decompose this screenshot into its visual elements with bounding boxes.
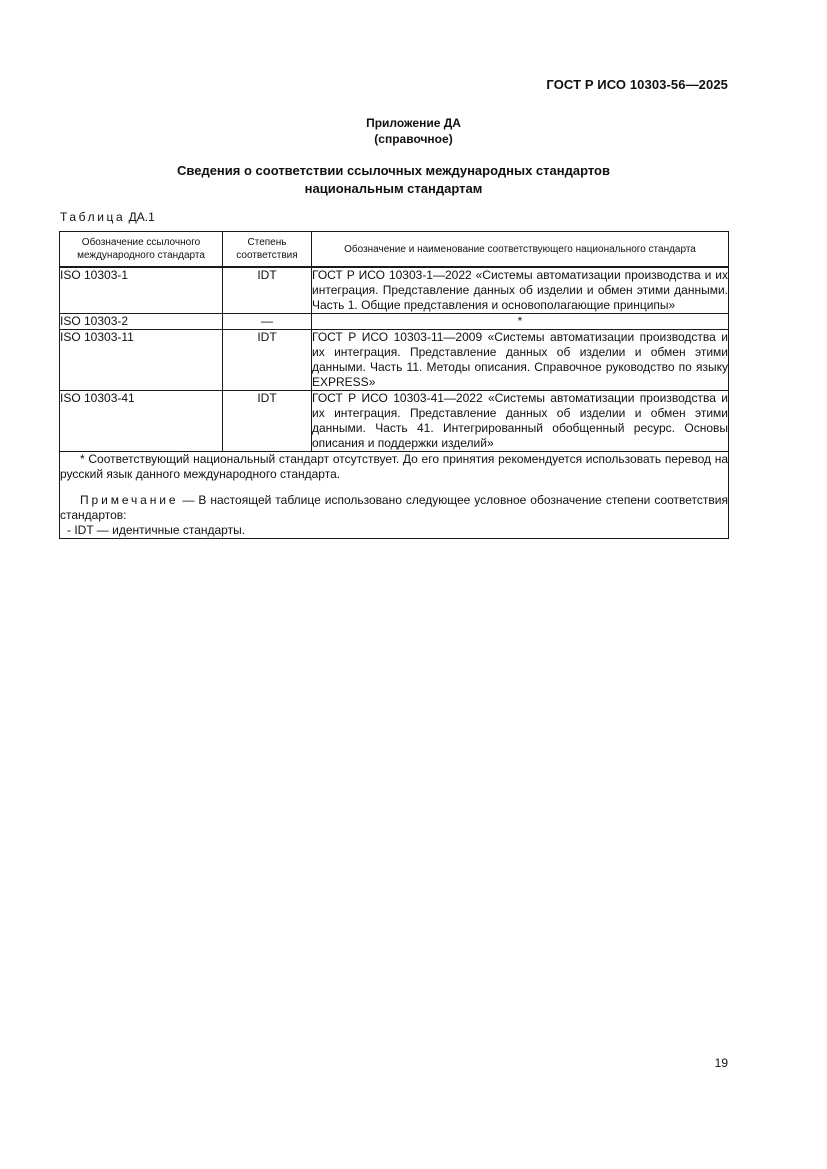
cell-national: * bbox=[312, 314, 729, 330]
table-header-row bbox=[60, 232, 729, 268]
cell-national: ГОСТ Р ИСО 10303-11—2009 «Системы автоматизации производства и их интеграция. Представление данных об изделии и обмен этими данными. Часть 11. Методы описания. Справочное руководство по языку EXPRESS» bbox=[312, 330, 728, 389]
cell-national: ГОСТ Р ИСО 10303-41—2022 «Системы автоматизации производства и их интеграция. Представление данных об изделии и обмен этими данными. Часть 41. Интегрированный обобщенный ресурс. Основы описания и поддержки изделий» bbox=[312, 391, 728, 450]
footnote: * Соответствующий национальный стандарт отсутствует. До его принятия рекомендуется использовать перевод на русский язык данного международного стандарта. bbox=[60, 452, 728, 481]
appendix-kind: (справочное) bbox=[374, 132, 453, 146]
cell-standard: ISO 10303-11 bbox=[60, 330, 223, 391]
cell-degree: — bbox=[223, 314, 312, 330]
table-row bbox=[60, 267, 729, 314]
cell-standard: ISO 10303-1 bbox=[60, 267, 223, 314]
note-label: Примечание bbox=[80, 493, 179, 507]
table-caption-word: Таблица bbox=[60, 210, 126, 224]
page-number: 19 bbox=[714, 1056, 728, 1070]
correspondence-table bbox=[59, 231, 729, 539]
note-text: — В настоящей таблице использовано следующее условное обозначение степени соответствия стандартов: bbox=[60, 493, 728, 522]
section-title-line-1: Сведения о соответствии ссылочных международных стандартов bbox=[177, 163, 610, 178]
cell-standard: ISO 10303-41 bbox=[60, 391, 223, 452]
section-title bbox=[0, 162, 787, 198]
appendix-title: Приложение ДА bbox=[366, 116, 461, 130]
header-international-standard: Обозначение ссылочного международного стандарта bbox=[60, 232, 223, 268]
table-caption bbox=[60, 210, 155, 224]
table-row bbox=[60, 330, 729, 391]
cell-national: ГОСТ Р ИСО 10303-1—2022 «Системы автоматизации производства и их интеграция. Представление данных об изделии и обмен этими данными. Часть 1. Общие представления и основополагающие принципы» bbox=[312, 268, 728, 312]
note bbox=[60, 493, 728, 523]
cell-degree: IDT bbox=[223, 330, 312, 391]
table-row bbox=[60, 391, 729, 452]
table-row bbox=[60, 314, 729, 330]
section-title-line-2: национальным стандартам bbox=[304, 181, 483, 196]
table-footer bbox=[60, 452, 729, 539]
cell-standard: ISO 10303-2 bbox=[60, 314, 223, 330]
header-degree: Степень соответствия bbox=[223, 232, 312, 268]
table-footer-row bbox=[60, 452, 729, 539]
cell-degree: IDT bbox=[223, 267, 312, 314]
appendix-heading bbox=[0, 115, 827, 147]
note-item: - IDT — идентичные стандарты. bbox=[67, 523, 246, 537]
table-caption-id: ДА.1 bbox=[128, 210, 155, 224]
header-national-standard: Обозначение и наименование соответствующего национального стандарта bbox=[312, 232, 729, 268]
document-code: ГОСТ Р ИСО 10303-56—2025 bbox=[546, 77, 728, 92]
cell-degree: IDT bbox=[223, 391, 312, 452]
